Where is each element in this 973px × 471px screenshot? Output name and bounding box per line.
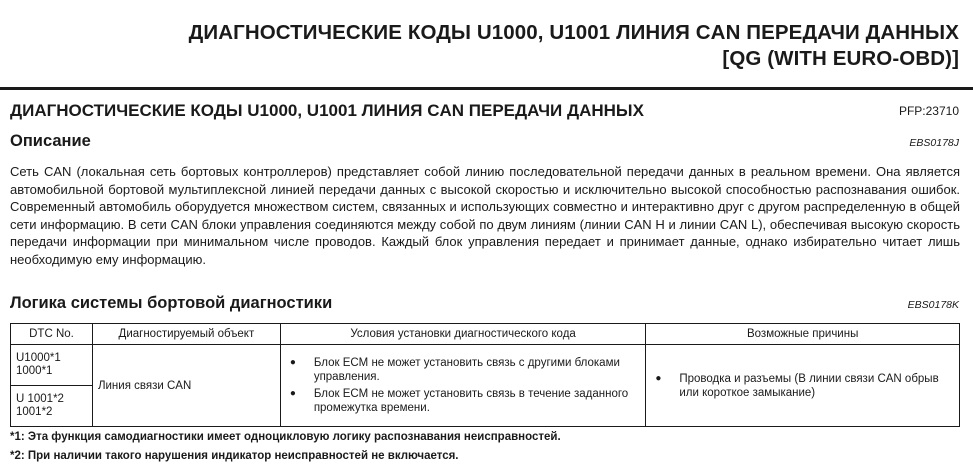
section-header <box>10 101 959 123</box>
header-causes: Возможные причины <box>646 324 960 345</box>
dtc-cell-u1001 <box>11 386 93 427</box>
title-divider <box>0 87 973 90</box>
conditions-list <box>286 356 641 415</box>
footnote-2: *2: При наличии такого нарушения индикатор неисправностей не включается. <box>10 450 459 462</box>
causes-cell <box>646 345 960 427</box>
header-conditions: Условия установки диагностического кода <box>280 324 646 345</box>
list-item: ● Блок ECM не может установить связь в течение заданного промежутка времени. <box>286 387 641 415</box>
dtc-cell-u1000 <box>11 345 93 386</box>
logic-title: Логика системы бортовой диагностики <box>10 294 333 312</box>
causes-list <box>651 372 954 400</box>
footnote-1: *1: Эта функция самодиагностики имеет одноцикловую логику распознавания неисправностей. <box>10 431 561 443</box>
document-title <box>14 20 959 72</box>
table-row <box>11 345 960 386</box>
dtc-code: U 1001*2 <box>16 393 64 405</box>
section-code: PFP:23710 <box>898 104 959 118</box>
table-header-row <box>11 324 960 345</box>
dtc-code-alt: 1000*1 <box>16 365 53 377</box>
document-title-line2: [QG (WITH EURO-OBD)] <box>722 47 959 70</box>
list-item: ● Блок ECM не может установить связь с другими блоками управления. <box>286 356 641 384</box>
dtc-code-alt: 1001*2 <box>16 406 53 418</box>
section-title: ДИАГНОСТИЧЕСКИЕ КОДЫ U1000, U1001 ЛИНИЯ CAN ПЕРЕДАЧИ ДАННЫХ <box>10 101 644 120</box>
conditions-cell <box>280 345 646 427</box>
description-text: Сеть CAN (локальная сеть бортовых контроллеров) представляет собой линию последовательной передачи данных в реальном времени. Она является автомобильной бортовой мультиплексной линией передачи данных с высокой скоростью и исключительно высокой способностью распознавания ошибок. Современный автомобиль оборудуется множеством систем, связанных и использующих совместно и интерактивно друг с другом распределенную в общей сети информацию. В сети CAN блоки управления соединяются между собой по двум линиям (линии CAN H и линии CAN L), обеспечивая высокую скорость передачи информации при минимальном числе проводов. Каждый блок управления передает и принимает данные, однако избирательно читает лишь необходимую ему информацию. <box>10 164 960 267</box>
logic-header <box>10 294 959 314</box>
document-title-line1: ДИАГНОСТИЧЕСКИЕ КОДЫ U1000, U1001 ЛИНИЯ CAN ПЕРЕДАЧИ ДАННЫХ <box>188 21 959 44</box>
header-object: Диагностируемый объект <box>92 324 280 345</box>
dtc-code: U1000*1 <box>16 352 61 364</box>
description-code: EBS0178J <box>909 137 959 149</box>
description-title: Описание <box>10 132 91 150</box>
diagnostic-table <box>10 323 960 427</box>
header-dtc-no: DTC No. <box>11 324 93 345</box>
list-item: ● Проводка и разъемы (В линии связи CAN обрыв или короткое замыкание) <box>651 372 954 400</box>
logic-code: EBS0178K <box>907 299 959 311</box>
object-cell: Линия связи CAN <box>92 345 280 427</box>
description-header <box>10 132 959 152</box>
